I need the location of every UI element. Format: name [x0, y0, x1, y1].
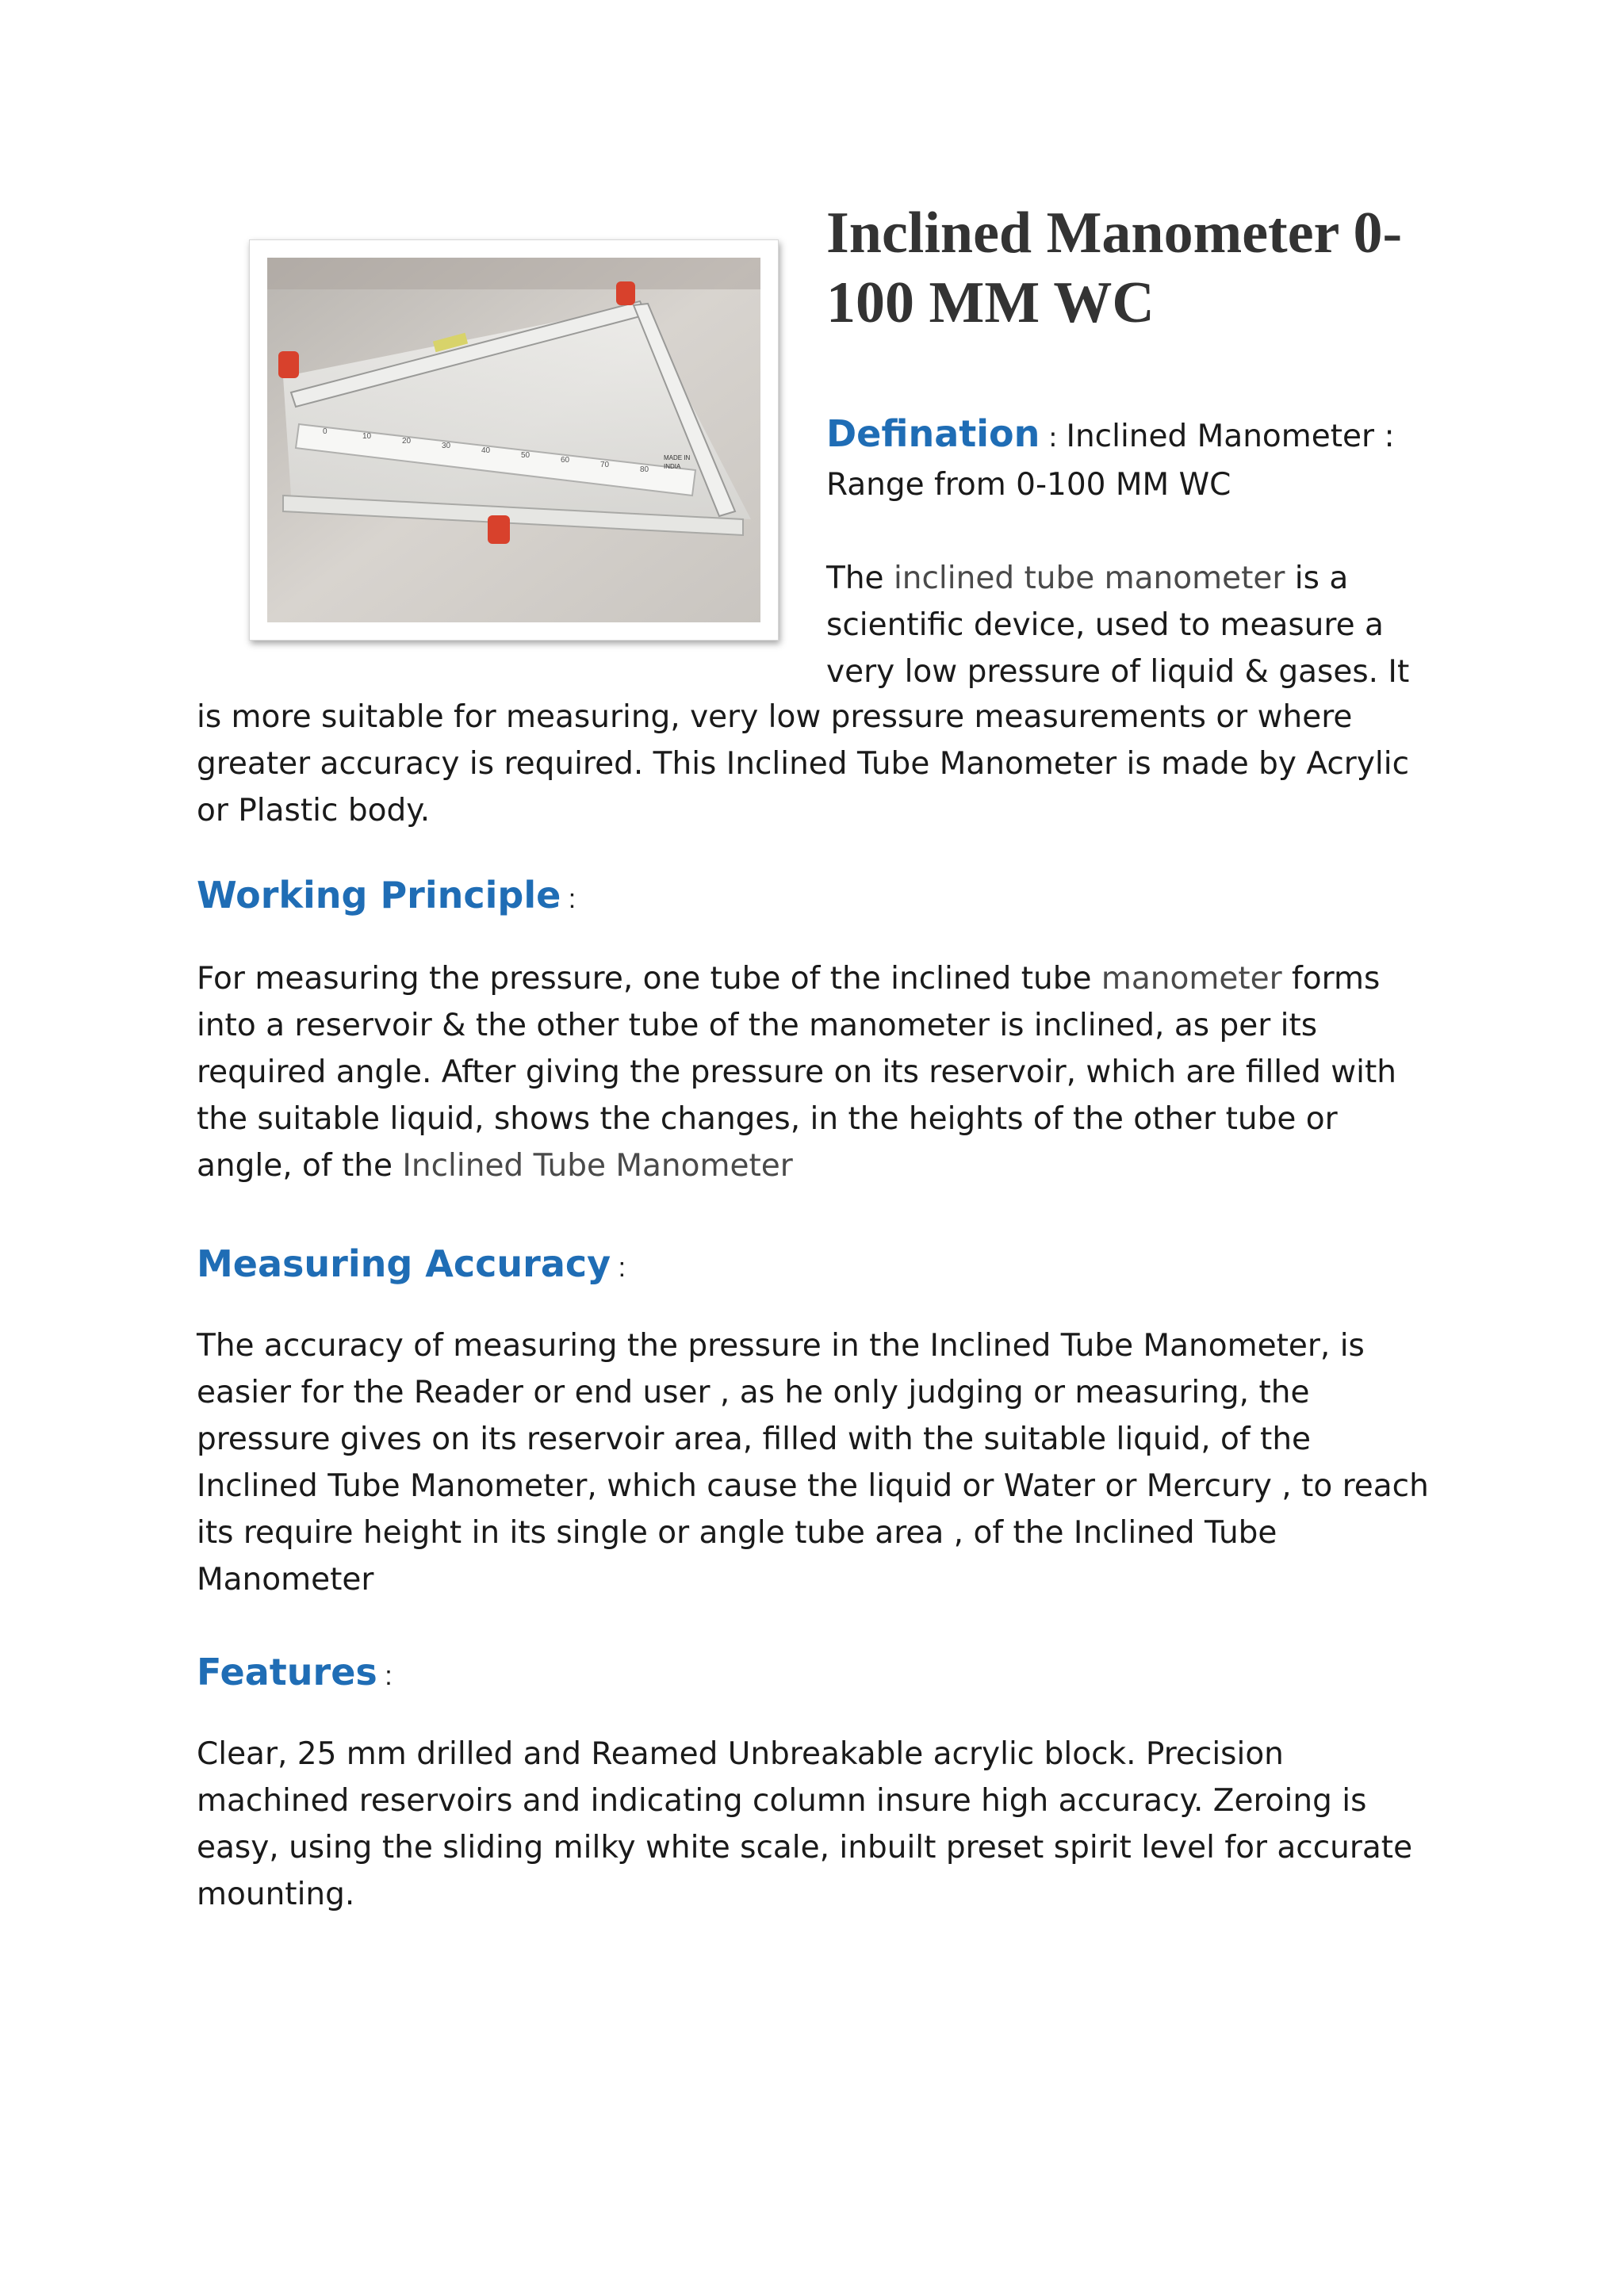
definition-separator: : [1040, 422, 1067, 453]
features-paragraph: Clear, 25 mm drilled and Reamed Unbreakable acrylic block. Precision machined reservoirs and indicating column insure high accuracy. Zeroing is easy, using the sliding milky white scale, inbuilt preset spirit level for accurate mounting. [197, 1736, 1413, 1912]
working-principle-heading-line [197, 867, 1434, 932]
working-link-text: Inclined Tube Manometer [402, 1148, 793, 1184]
definition-line2: Range from 0-100 MM WC [826, 467, 1231, 503]
svg-text:INDIA: INDIA [664, 463, 681, 470]
page-title: Inclined Manometer 0-100 MM WC [826, 201, 1403, 335]
definition-line1: Inclined Manometer : [1066, 419, 1395, 454]
svg-text:50: 50 [521, 451, 530, 460]
intro-text: scientific device, used to measure a [826, 607, 1384, 643]
working-principle-paragraph [197, 955, 1434, 1189]
measuring-accuracy-separator: : [611, 1253, 626, 1283]
intro-paragraph-rest: is more suitable for measuring, very low pressure measurements or where greater accuracy is required. This Inclined Tube Manometer is made by Acrylic or Plastic body. [197, 699, 1410, 828]
features-heading: Features [197, 1651, 377, 1693]
intro-text: very low pressure of liquid & gases. It [826, 654, 1410, 690]
svg-text:10: 10 [362, 432, 372, 441]
measuring-accuracy-paragraph: The accuracy of measuring the pressure in the Inclined Tube Manometer, is easier for the Reader or end user , as he only judging or measuring, the pressure gives on its reservoir area, filled with the suitable liquid, of the Inclined Tube Manometer, which cause the liquid or Water or Mercury , to reach its require height in its single or angle tube area , of the Inclined Tube Manometer [197, 1328, 1429, 1598]
intro-link-text: inclined tube manometer [893, 561, 1285, 596]
measuring-accuracy-heading: Measuring Accuracy [197, 1242, 611, 1285]
svg-text:40: 40 [481, 446, 491, 455]
working-text: For measuring the pressure, one tube of the inclined tube [197, 961, 1101, 997]
svg-text:80: 80 [640, 465, 649, 474]
measuring-accuracy-heading-line [197, 1236, 1434, 1301]
product-photo [249, 239, 779, 641]
working-principle-heading: Working Principle [197, 874, 561, 916]
svg-text:60: 60 [561, 456, 570, 465]
features-separator: : [377, 1661, 393, 1691]
definition-heading: Defination [826, 412, 1040, 455]
svg-text:30: 30 [442, 442, 451, 450]
intro-text: The [826, 561, 894, 596]
intro-paragraph-top [826, 555, 1429, 695]
svg-text:20: 20 [402, 437, 412, 446]
features-heading-line [197, 1644, 1434, 1709]
definition-paragraph [826, 411, 1429, 508]
svg-text:70: 70 [600, 461, 610, 469]
svg-text:0: 0 [323, 427, 327, 436]
intro-text: is a [1285, 561, 1349, 596]
working-principle-separator: : [561, 884, 576, 914]
working-link-text: manometer [1101, 961, 1282, 997]
manometer-photo-illustration [267, 258, 760, 622]
svg-text:MADE IN: MADE IN [664, 454, 691, 461]
working-text: forms into a reservoir & the other tube of the manometer is inclined, as per its required angle. After giving the pressure on its reservoir, which are filled with the suitable liquid, shows the changes, in the heights of the other tube or angle, of the [197, 961, 1397, 1184]
